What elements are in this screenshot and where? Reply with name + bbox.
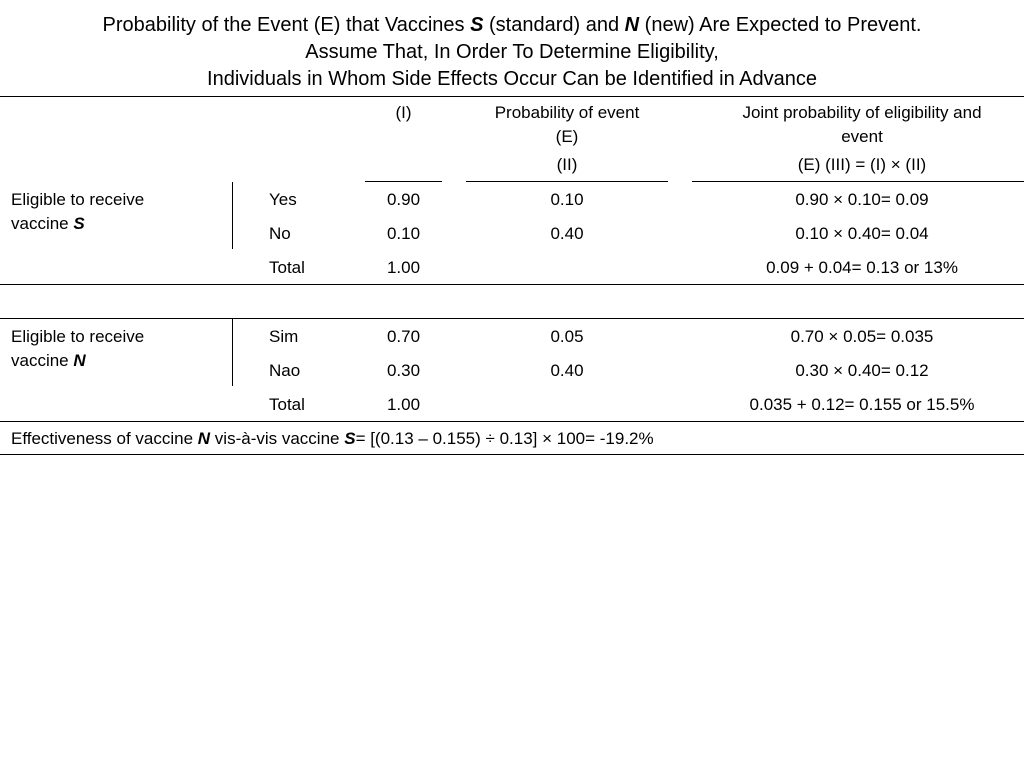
group-s-label-line1: Eligible to receive	[11, 190, 145, 209]
row-value-ii: 0.40	[550, 361, 584, 380]
footer-text: Effectiveness of vaccine	[11, 429, 198, 448]
col-header-iii-line3: (E) (III) = (I) × (II)	[797, 155, 927, 174]
slide-title	[0, 12, 1024, 93]
group-n-label-line1: Eligible to receive	[11, 327, 145, 346]
col-header-ii-line3: (II)	[556, 155, 578, 174]
group-n-vaccine: N	[73, 351, 86, 370]
col-header-i: (I)	[395, 103, 412, 122]
col-header-ii-line1: Probability of event	[494, 103, 640, 122]
row-value-iii: 0.035 + 0.12= 0.155 or 15.5%	[749, 395, 975, 414]
title-text: (new) Are Expected to Prevent.	[639, 14, 922, 36]
row-value-i: 0.90	[386, 190, 421, 209]
footer-formula: = [(0.13 – 0.155) ÷ 0.13] × 100= -19.2%	[355, 429, 654, 448]
row-value-i: 1.00	[386, 395, 421, 414]
table-bottom-rule	[0, 454, 1024, 455]
group-s-bottom-rule	[0, 284, 1024, 285]
row-value-i: 0.70	[386, 327, 421, 346]
title-text: Probability of the Event (E) that Vaccines	[102, 14, 471, 36]
title-line-1	[0, 12, 1024, 39]
row-name: No	[269, 224, 291, 243]
group-s-label-line2	[11, 212, 85, 236]
group-s-label-text: vaccine	[11, 214, 74, 233]
vaccine-n-label: N	[624, 14, 640, 36]
group-s-vaccine: S	[73, 214, 85, 233]
header-rule-col3	[692, 181, 1024, 182]
row-value-i: 0.10	[386, 224, 421, 243]
row-value-i: 1.00	[386, 258, 421, 277]
group-n-bottom-rule	[0, 421, 1024, 422]
row-value-ii: 0.05	[550, 327, 584, 346]
row-value-iii: 0.70 × 0.05= 0.035	[790, 327, 934, 346]
vaccine-s-label: S	[470, 14, 484, 36]
row-value-iii: 0.10 × 0.40= 0.04	[795, 224, 929, 243]
row-value-iii: 0.90 × 0.10= 0.09	[795, 190, 929, 209]
table-top-rule	[0, 96, 1024, 97]
row-value-ii: 0.40	[550, 224, 584, 243]
group-n-top-rule	[0, 318, 1024, 319]
row-value-ii: 0.10	[550, 190, 584, 209]
col-header-iii-line2: event	[841, 127, 883, 146]
row-name: Sim	[269, 327, 299, 346]
header-rule-col2	[466, 181, 668, 182]
title-line-2: Assume That, In Order To Determine Eligibility,	[305, 41, 719, 63]
footer-vaccine-s: S	[344, 429, 356, 448]
row-name: Total	[269, 395, 305, 414]
col-header-iii-line1: Joint probability of eligibility and	[742, 103, 982, 122]
effectiveness-summary	[11, 427, 654, 451]
group-n-label-line2	[11, 349, 86, 373]
row-value-iii: 0.09 + 0.04= 0.13 or 13%	[766, 258, 958, 277]
col-header-ii-line2: (E)	[555, 127, 579, 146]
group-n-label-text: vaccine	[11, 351, 74, 370]
title-line-3: Individuals in Whom Side Effects Occur Can be Identified in Advance	[207, 68, 817, 90]
row-name: Yes	[269, 190, 297, 209]
row-name: Nao	[269, 361, 301, 380]
row-name: Total	[269, 258, 305, 277]
footer-vaccine-n: N	[197, 429, 211, 448]
title-text: (standard) and	[483, 14, 625, 36]
group-s-divider	[232, 182, 233, 249]
group-n-divider	[232, 319, 233, 386]
footer-text: vis-à-vis vaccine	[210, 429, 345, 448]
row-value-iii: 0.30 × 0.40= 0.12	[795, 361, 929, 380]
header-rule-col1	[365, 181, 442, 182]
row-value-i: 0.30	[386, 361, 421, 380]
